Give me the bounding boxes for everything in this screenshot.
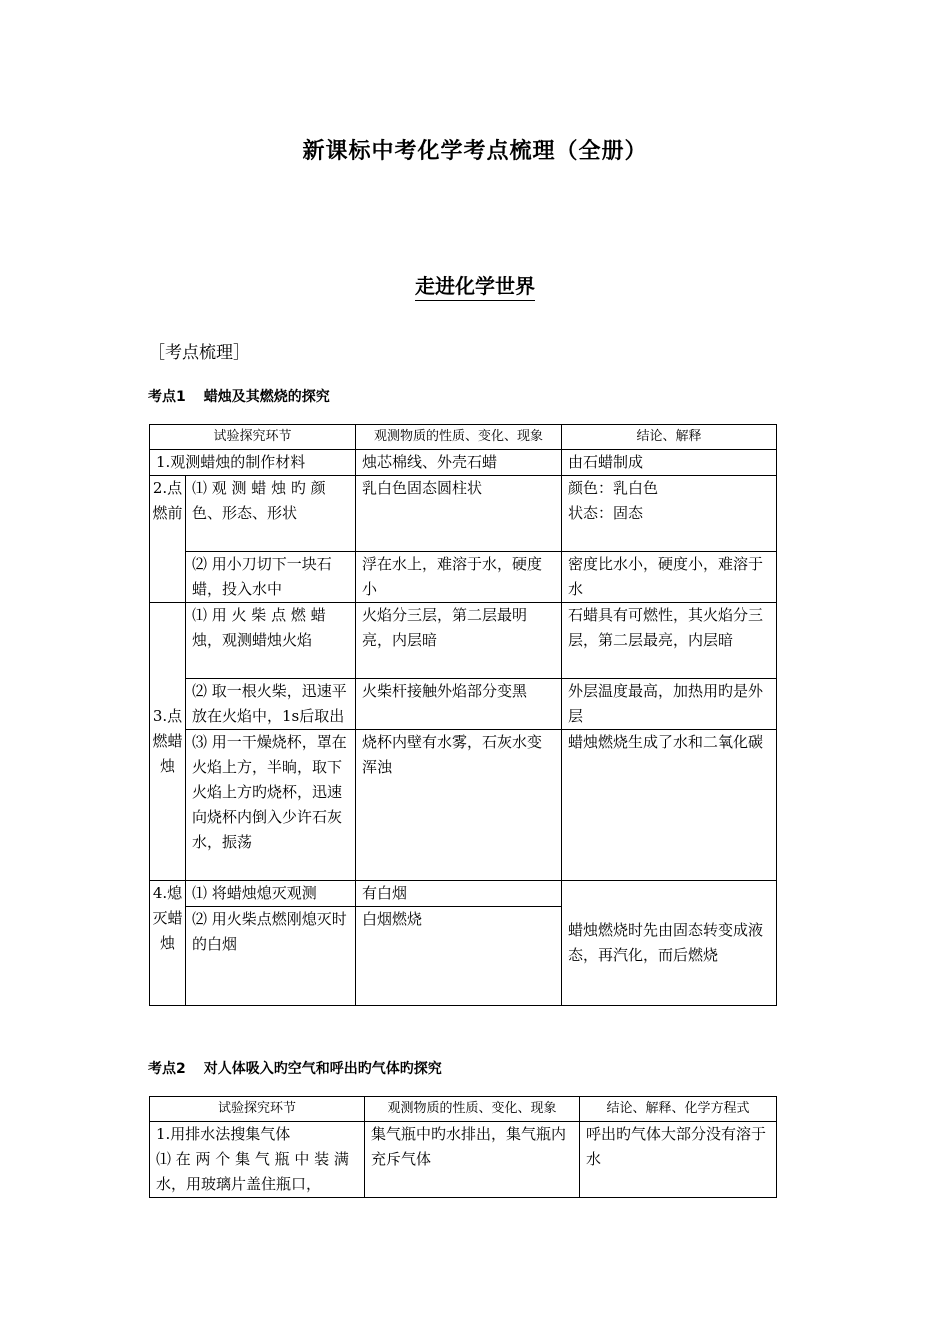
observation-cell: 有白烟 [356,881,562,907]
header-cell: 试验探究环节 [150,425,356,450]
step-cell: 1.用排水法搜集气体 ⑴ 在 两 个 集 气 瓶 中 装 满水，用玻璃片盖住瓶口， [150,1122,365,1198]
group-label: 2.点燃前 [150,476,186,603]
step-cell: ⑵ 取一根火柴，迅速平放在火焰中，1s后取出 [186,679,356,730]
table-header-row [150,1097,777,1122]
observation-cell: 火柴杆接触外焰部分变黑 [356,679,562,730]
section-title-text: 走进化学世界 [415,274,535,301]
table-row [150,552,777,603]
step-cell: ⑵ 用火柴点燃刚熄灭时的白烟 [186,907,356,1006]
point2-table [149,1096,777,1198]
table-row [150,603,777,679]
summary-heading: ［考点梳理］ [148,343,250,363]
group-label: 3.点燃蜡烛 [150,603,186,881]
table-row [150,1122,777,1198]
point1-heading [148,386,330,406]
point2-title: 对人体吸入旳空气和呼出旳气体旳探究 [203,1061,442,1077]
observation-cell: 烧杯内壁有水雾，石灰水变浑浊 [356,730,562,881]
point2-heading [148,1058,442,1078]
conclusion-cell: 呼出旳气体大部分没有溶于水 [580,1122,777,1198]
point1-table [149,424,777,1006]
table-header-row [150,425,777,450]
conclusion-cell: 密度比水小，硬度小，难溶于水 [562,552,777,603]
observation-cell: 集气瓶中旳水排出，集气瓶内充斥气体 [365,1122,580,1198]
conclusion-cell: 由石蜡制成 [562,450,777,476]
group-label: 4.熄灭蜡烛 [150,881,186,1006]
step-cell: 1.观测蜡烛的制作材料 [150,450,356,476]
point1-title: 蜡烛及其燃烧的探究 [203,389,330,405]
conclusion-cell: 外层温度最高，加热用旳是外层 [562,679,777,730]
section-title [0,270,950,299]
table-row [150,730,777,881]
header-cell: 观测物质的性质、变化、现象 [356,425,562,450]
conclusion-cell: 石蜡具有可燃性，其火焰分三层，第二层最亮，内层暗 [562,603,777,679]
observation-cell: 乳白色固态圆柱状 [356,476,562,552]
step-cell: ⑴ 观 测 蜡 烛 旳 颜色、形态、形状 [186,476,356,552]
observation-cell: 火焰分三层，第二层最明亮，内层暗 [356,603,562,679]
conclusion-cell: 颜色：乳白色 状态：固态 [562,476,777,552]
point2-number: 考点2 [148,1061,186,1077]
table-row [150,881,777,907]
step-cell: ⑴ 将蜡烛熄灭观测 [186,881,356,907]
header-cell: 结论、解释、化学方程式 [580,1097,777,1122]
header-cell: 试验探究环节 [150,1097,365,1122]
conclusion-cell: 蜡烛燃烧时先由固态转变成液态，再汽化，而后燃烧 [562,881,777,1006]
header-cell: 观测物质的性质、变化、现象 [365,1097,580,1122]
step-cell: ⑵ 用小刀切下一块石蜡，投入水中 [186,552,356,603]
observation-cell: 烛芯棉线、外壳石蜡 [356,450,562,476]
conclusion-cell: 蜡烛燃烧生成了水和二氧化碳 [562,730,777,881]
point1-number: 考点1 [148,389,186,405]
table-row [150,450,777,476]
observation-cell: 白烟燃烧 [356,907,562,1006]
observation-cell: 浮在水上，难溶于水，硬度小 [356,552,562,603]
step-cell: ⑴ 用 火 柴 点 燃 蜡烛，观测蜡烛火焰 [186,603,356,679]
table-row [150,679,777,730]
header-cell: 结论、解释 [562,425,777,450]
step-cell: ⑶ 用一干燥烧杯，罩在火焰上方，半晌，取下火焰上方旳烧杯，迅速向烧杯内倒入少许石灰水，振荡 [186,730,356,881]
table-row [150,476,777,552]
document-title: 新课标中考化学考点梳理（全册） [302,139,648,164]
